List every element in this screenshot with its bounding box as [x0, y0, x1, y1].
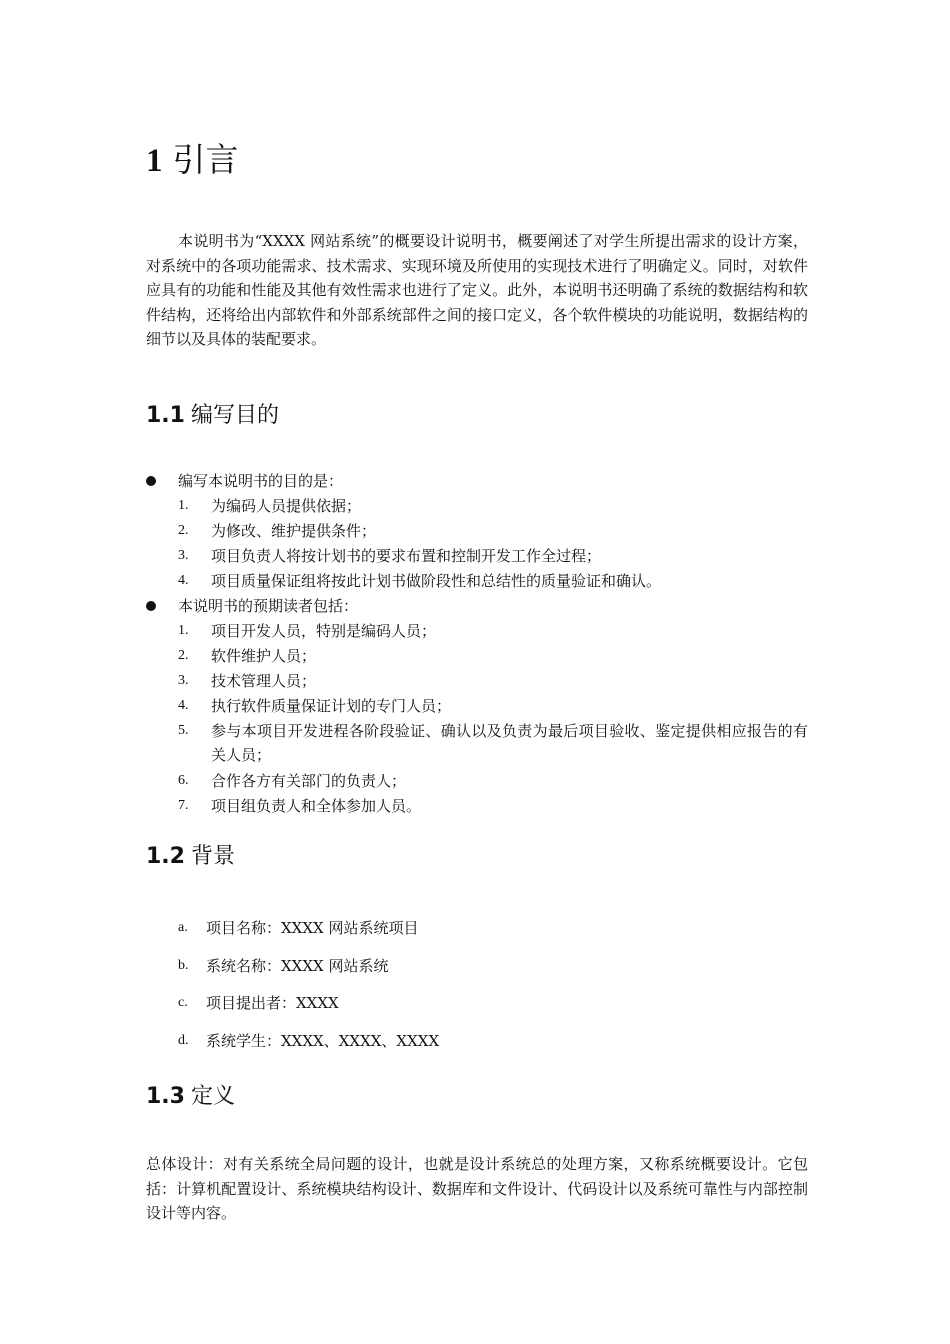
list-item-letter: c. — [178, 995, 188, 1010]
list-item-number: 2. — [178, 648, 189, 663]
list-item: 项目名称：XXXX 网站系统项目 — [206, 919, 419, 937]
section-1-2-title: 背景 — [190, 844, 235, 869]
list-item-letter: d. — [178, 1033, 189, 1048]
list-item-number: 2. — [178, 523, 189, 538]
section-1-2-number: 1.2 — [146, 844, 185, 869]
list-item: 执行软件质量保证计划的专门人员； — [211, 697, 452, 715]
list-item: 参与本项目开发进程各阶段验证、确认以及负责为最后项目验收、鉴定提供相应报告的有关人员； — [211, 722, 808, 764]
list-item-number: 5. — [178, 723, 189, 738]
list-item: 为编码人员提供依据； — [211, 497, 362, 515]
list-item: 系统名称：XXXX 网站系统 — [206, 957, 389, 975]
section-1-3-heading — [146, 1082, 235, 1112]
list-item: 系统学生：XXXX、XXXX、XXXX — [206, 1032, 440, 1050]
list-item-number: 7. — [178, 798, 189, 813]
list-item-letter: a. — [178, 920, 188, 935]
bullet-item-readers: 本说明书的预期读者包括： — [178, 597, 359, 615]
definition-paragraph: 总体设计：对有关系统全局问题的设计，也就是设计系统总的处理方案，又称系统概要设计。它包括：计算机配置设计、系统模块结构设计、数据库和文件设计、代码设计以及系统可靠性与内部控制设计等内容。 — [146, 1155, 808, 1222]
list-item-number: 1. — [178, 498, 189, 513]
section-1-2-heading — [146, 842, 235, 872]
list-item: 项目提出者：XXXX — [206, 994, 339, 1012]
list-item: 项目负责人将按计划书的要求布置和控制开发工作全过程； — [211, 547, 602, 565]
section-1-title: 引言 — [172, 140, 239, 179]
list-item-number: 1. — [178, 623, 189, 638]
section-1-1-heading — [146, 401, 279, 431]
list-item: 项目组负责人和全体参加人员。 — [211, 797, 422, 815]
bullet-item-purpose: 编写本说明书的目的是： — [178, 472, 344, 490]
bullet-dot — [146, 476, 156, 486]
list-item-number: 4. — [178, 698, 189, 713]
list-item: 合作各方有关部门的负责人； — [211, 772, 407, 790]
section-1-number: 1 — [146, 143, 163, 179]
section-1-3-title: 定义 — [190, 1084, 235, 1109]
list-item: 为修改、维护提供条件； — [211, 522, 377, 540]
list-item-number: 3. — [178, 548, 189, 563]
section-1-3-number: 1.3 — [146, 1084, 185, 1109]
bullet-dot — [146, 601, 156, 611]
section-1-1-title: 编写目的 — [190, 403, 279, 428]
section-1-1-number: 1.1 — [146, 403, 185, 428]
list-item: 技术管理人员； — [211, 672, 317, 690]
list-item: 项目质量保证组将按此计划书做阶段性和总结性的质量验证和确认。 — [211, 572, 662, 590]
list-item-number: 6. — [178, 773, 189, 788]
intro-paragraph: 本说明书为“XXXX 网站系统”的概要设计说明书，概要阐述了对学生所提出需求的设计方案，对系统中的各项功能需求、技术需求、实现环境及所使用的实现技术进行了明确定义。同时，对软件应具有的功能和性能及其他有效性需求也进行了定义。此外，本说明书还明确了系统的数据结构和软件结构，还将给出内部软件和外部系统部件之间的接口定义，各个软件模块的功能说明，数据结构的细节以及具体的装配要求。 — [146, 232, 808, 348]
section-1-heading — [146, 140, 239, 181]
list-item: 软件维护人员； — [211, 647, 317, 665]
list-item-number: 3. — [178, 673, 189, 688]
list-item-number: 4. — [178, 573, 189, 588]
list-item-letter: b. — [178, 958, 189, 973]
list-item: 项目开发人员，特别是编码人员； — [211, 622, 437, 640]
